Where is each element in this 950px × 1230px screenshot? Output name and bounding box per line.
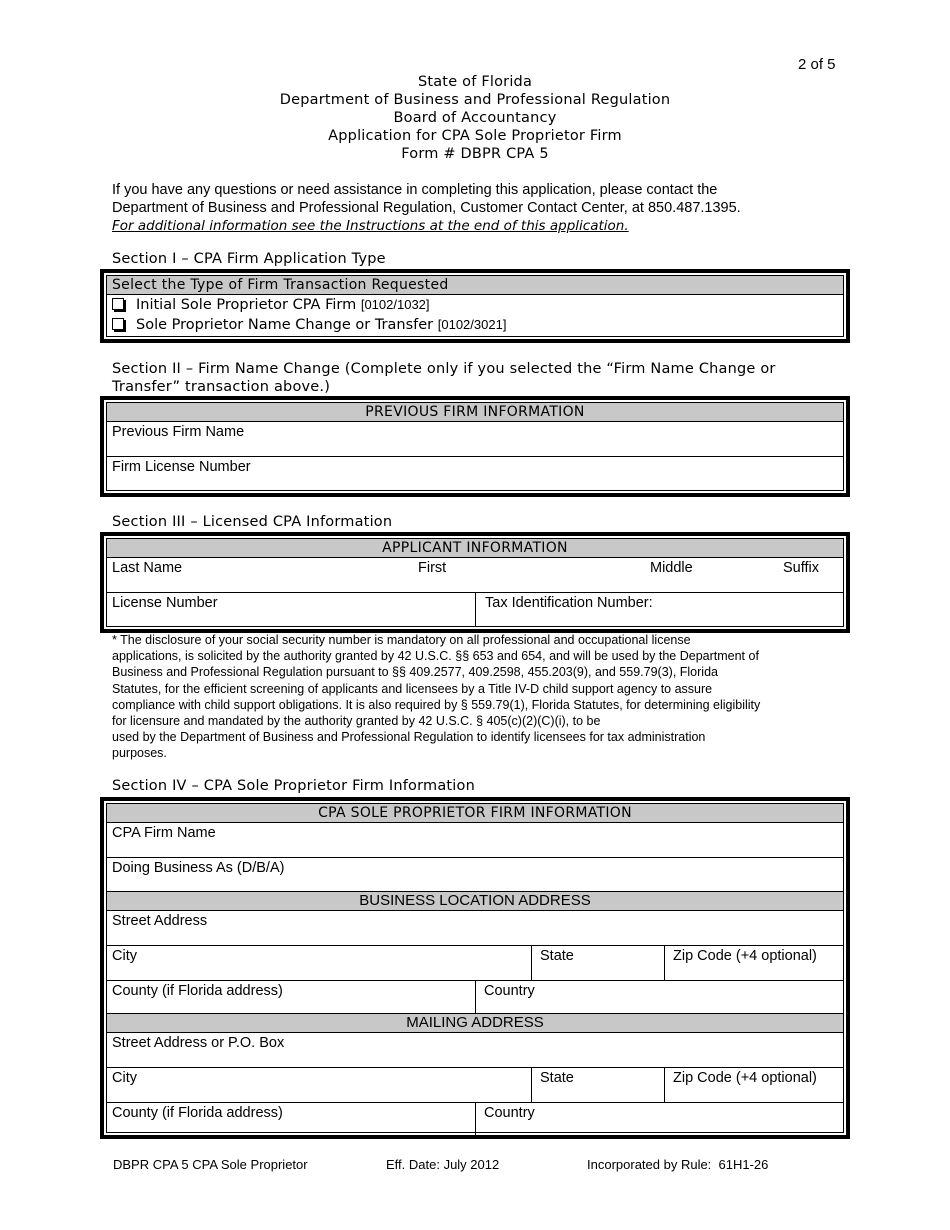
section1-bar: Select the Type of Firm Transaction Requested — [107, 276, 843, 295]
contact-line-1: If you have any questions or need assistance in completing this application, please contact the — [112, 182, 718, 198]
applicant-name-row[interactable] — [107, 558, 843, 593]
tax-id-field[interactable] — [475, 593, 843, 627]
business-country-field[interactable] — [475, 981, 843, 1013]
license-number-field[interactable] — [107, 593, 475, 627]
business-street-label: Street Address — [112, 913, 208, 929]
section3-title: Section III – Licensed CPA Information — [112, 514, 393, 530]
mailing-street-label: Street Address or P.O. Box — [112, 1035, 285, 1051]
section4-box — [100, 797, 850, 1139]
section2-box — [100, 396, 850, 497]
section1-title: Section I – CPA Firm Application Type — [112, 251, 386, 267]
footer-form-name: DBPR CPA 5 CPA Sole Proprietor — [113, 1157, 308, 1172]
business-zip-label: Zip Code (+4 optional) — [673, 948, 817, 964]
dba-label: Doing Business As (D/B/A) — [112, 860, 285, 876]
mailing-city-field[interactable] — [107, 1068, 531, 1102]
previous-firm-name-label: Previous Firm Name — [112, 424, 245, 440]
form-header — [0, 73, 950, 163]
page-number: 2 of 5 — [798, 56, 836, 73]
license-tax-row — [107, 593, 843, 627]
option-initial-code: [0102/1032] — [360, 297, 430, 312]
footer-rule: Incorporated by Rule: 61H1-26 — [587, 1157, 769, 1172]
dba-field[interactable] — [107, 858, 843, 892]
section3-bar: APPLICANT INFORMATION — [107, 539, 843, 558]
last-name-label: Last Name — [112, 560, 183, 576]
disclosure-line: Business and Professional Regulation pursuant to §§ 409.2577, 409.2598, 455.203(9), and 559.79(3), Florida — [112, 665, 718, 680]
checkbox-initial[interactable] — [112, 298, 124, 310]
contact-paragraph — [112, 181, 832, 235]
mailing-state-field[interactable] — [531, 1068, 664, 1102]
disclosure-line: purposes. — [112, 746, 167, 761]
mailing-state-label: State — [540, 1070, 574, 1086]
header-form-number: Form # DBPR CPA 5 — [401, 146, 549, 162]
disclosure-line: used by the Department of Business and Professional Regulation to identify licensees for tax administration — [112, 730, 706, 745]
section1-box — [100, 269, 850, 343]
business-city-label: City — [112, 948, 137, 964]
disclosure-line: * The disclosure of your social security number is mandatory on all professional and occupational license — [112, 633, 691, 647]
disclosure-line: Statutes, for the efficient screening of applicants and licensees by a Title IV-D child support agency to assure — [112, 681, 713, 696]
header-application-title: Application for CPA Sole Proprietor Firm — [328, 128, 622, 144]
mailing-city-label: City — [112, 1070, 137, 1086]
tax-id-label: Tax Identification Number: — [485, 595, 653, 611]
firm-license-number-field[interactable] — [107, 457, 843, 491]
header-department: Department of Business and Professional Regulation — [279, 92, 671, 108]
section4-bar: CPA SOLE PROPRIETOR FIRM INFORMATION — [107, 804, 843, 823]
ssn-disclosure — [112, 632, 842, 762]
cpa-firm-name-label: CPA Firm Name — [112, 825, 216, 841]
cpa-firm-name-field[interactable] — [107, 823, 843, 858]
business-county-label: County (if Florida address) — [112, 983, 283, 999]
footer-eff-date: Eff. Date: July 2012 — [386, 1157, 500, 1172]
option-name-change-label: Sole Proprietor Name Change or Transfer — [136, 317, 434, 333]
mailing-address-bar: MAILING ADDRESS — [107, 1014, 843, 1033]
section2-title-line1: Section II – Firm Name Change (Complete only if you selected the “Firm Name Change or — [112, 361, 776, 377]
mailing-zip-label: Zip Code (+4 optional) — [673, 1070, 817, 1086]
mailing-county-field[interactable] — [107, 1103, 475, 1136]
business-city-field[interactable] — [107, 946, 531, 980]
license-number-label: License Number — [112, 595, 218, 611]
section2-bar: PREVIOUS FIRM INFORMATION — [107, 403, 843, 422]
business-county-field[interactable] — [107, 981, 475, 1013]
disclosure-line: applications, is solicited by the authority granted by 42 U.S.C. §§ 653 and 654, and will be used by the Department of — [112, 649, 759, 664]
contact-line-2: Department of Business and Professional Regulation, Customer Contact Center, at 850.487.1395. — [112, 200, 741, 216]
mailing-city-row — [107, 1068, 843, 1103]
business-location-bar: BUSINESS LOCATION ADDRESS — [107, 892, 843, 911]
business-state-field[interactable] — [531, 946, 664, 980]
first-name-label: First — [418, 560, 447, 576]
option-initial-label: Initial Sole Proprietor CPA Firm — [136, 297, 357, 313]
mailing-country-label: Country — [484, 1105, 535, 1121]
section3-box — [100, 532, 850, 633]
mailing-county-row — [107, 1103, 843, 1136]
section2-title — [112, 360, 776, 396]
business-street-field[interactable] — [107, 911, 843, 946]
instructions-link[interactable]: For additional information see the Instructions at the end of this application. — [112, 218, 629, 234]
option-name-change[interactable] — [107, 315, 843, 335]
business-county-row — [107, 981, 843, 1014]
disclosure-line: compliance with child support obligations. It is also required by § 559.79(1), Florida Statutes, for determining eligibility — [112, 697, 761, 712]
previous-firm-name-field[interactable] — [107, 422, 843, 457]
option-initial[interactable] — [107, 295, 843, 315]
business-zip-field[interactable] — [664, 946, 843, 980]
header-board: Board of Accountancy — [393, 110, 557, 126]
section2-title-line2: Transfer” transaction above.) — [112, 379, 331, 395]
business-city-row — [107, 946, 843, 981]
mailing-street-field[interactable] — [107, 1033, 843, 1068]
header-state: State of Florida — [417, 74, 533, 90]
disclosure-line: for licensure and mandated by the authority granted by 42 U.S.C. § 405(c)(2)(C)(i), to be — [112, 714, 601, 729]
suffix-label: Suffix — [783, 560, 820, 576]
mailing-zip-field[interactable] — [664, 1068, 843, 1102]
firm-license-number-label: Firm License Number — [112, 459, 251, 475]
middle-name-label: Middle — [650, 560, 693, 576]
business-state-label: State — [540, 948, 574, 964]
section4-title: Section IV – CPA Sole Proprietor Firm Information — [112, 778, 475, 794]
mailing-country-field[interactable] — [475, 1103, 843, 1136]
mailing-county-label: County (if Florida address) — [112, 1105, 283, 1121]
option-name-change-code: [0102/3021] — [437, 317, 507, 332]
checkbox-name-change[interactable] — [112, 318, 124, 330]
business-country-label: Country — [484, 983, 535, 999]
